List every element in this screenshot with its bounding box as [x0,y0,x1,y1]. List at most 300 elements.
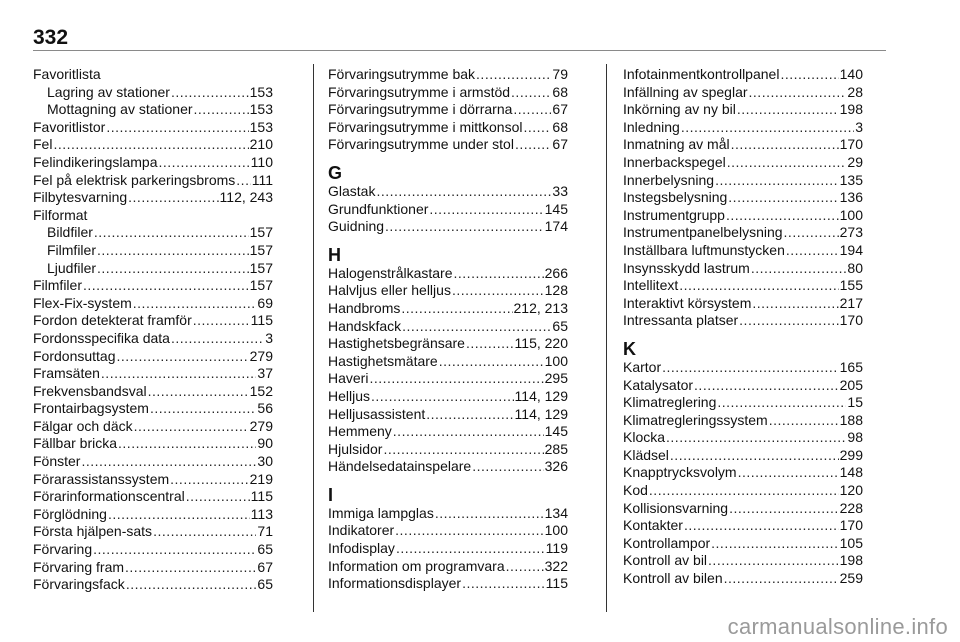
dot-leader [694,377,839,395]
dot-leader [726,207,839,225]
dot-leader [369,370,543,388]
index-entry [623,394,863,412]
index-letter-heading: I [328,484,334,505]
index-entry [623,312,863,330]
index-entry-page: 210 [249,136,273,153]
dot-leader [439,353,544,371]
index-entry-term: Hemmeny [328,423,392,440]
index-entry-page: 100 [544,352,568,369]
index-entry-page: 152 [249,382,273,399]
index-entry-page: 326 [544,458,568,475]
index-entry-page: 112, 243 [219,189,273,206]
dot-leader [454,265,544,283]
index-entry [623,277,863,295]
index-entry-term: Immiga lampglas [328,504,434,521]
dot-leader [727,154,847,172]
dot-leader [53,136,248,154]
index-subentry [33,101,273,119]
index-entry-page: 115, 220 [514,335,568,352]
index-letter-heading: H [328,244,341,265]
dot-leader [681,119,854,137]
index-entry-page: 170 [839,517,863,534]
index-entry-term: Helljusassistent [328,405,426,422]
index-entry-term: Felindikeringslampa [33,153,158,170]
dot-leader [426,406,513,424]
index-entry-page: 153 [249,83,273,100]
index-entry-page: 100 [544,522,568,539]
index-entry-page: 136 [839,189,863,206]
index-entry [328,423,568,441]
dot-leader [708,552,839,570]
index-entry [328,119,568,137]
index-entry-page: 3 [855,118,863,135]
index-entry [623,359,863,377]
index-entry-page: 65 [257,541,273,558]
index-entry-page: 266 [544,264,568,281]
index-entry-term: Halvljus eller helljus [328,282,451,299]
dot-leader [133,295,257,313]
dot-leader [666,429,846,447]
column-divider [606,64,607,612]
index-entry-term: Förvaringsutrymme under stol [328,136,514,153]
dot-leader [93,541,256,559]
index-entry [328,335,568,353]
index-entry-page: 65 [552,317,568,334]
index-entry [33,488,273,506]
index-entry-term: Handskfack [328,317,402,334]
dot-leader [684,517,839,535]
index-entry [328,318,568,336]
index-subentry [33,260,273,278]
index-entry [33,471,273,489]
index-entry-page: 33 [552,182,568,199]
index-entry-term: Förvaring fram [33,558,125,575]
index-entry-term: Kontroll av bilen [623,570,723,587]
index-entry-term: Kontrollampor [623,534,711,551]
index-entry [328,441,568,459]
index-entry-page: 68 [552,118,568,135]
index-entry [623,500,863,518]
index-entry-page: 145 [544,423,568,440]
dot-leader [108,506,250,524]
index-entry-page: 15 [847,394,863,411]
index-entry-page: 157 [249,259,273,276]
index-entry-term: Flex-Fix-system [33,294,132,311]
watermark: carmanualsonline.info [727,614,948,639]
index-entry [328,183,568,201]
index-entry [33,312,273,330]
dot-leader [376,183,551,201]
index-entry [328,353,568,371]
dot-leader [662,359,839,377]
dot-leader [193,312,250,330]
index-entry-page: 134 [544,504,568,521]
dot-leader [679,277,838,295]
index-entry [33,559,273,577]
index-entry [623,154,863,172]
index-entry-page: 157 [249,241,273,258]
index-subentry [33,242,273,260]
page-number: 332 [33,26,69,49]
dot-leader [83,277,249,295]
index-entry [33,119,273,137]
index-entry-term: Kontakter [623,517,683,534]
dot-leader [393,423,544,441]
dot-leader [148,383,249,401]
index-entry-term: Fällbar bricka [33,435,118,452]
index-entry [33,189,273,207]
index-entry [623,119,863,137]
index-entry-page: 279 [249,417,273,434]
index-entry [623,570,863,588]
index-entry-term: Intellitext [623,277,679,294]
index-entry-page: 79 [552,66,568,82]
index-entry [328,84,568,102]
index-entry-term: Förglödning [33,505,107,522]
index-entry-page: 198 [839,101,863,118]
index-entry-term: Filmfiler [33,277,82,294]
index-entry-page: 219 [249,470,273,487]
index-entry [623,260,863,278]
dot-leader [717,394,846,412]
dot-leader [159,154,250,172]
index-entry-page: 174 [544,218,568,235]
index-entry-heading: Favoritlista [33,66,101,82]
index-entry-term: Förvaringsutrymme i mittkonsol [328,118,523,135]
dot-leader [711,535,838,553]
index-entry-term: Hastighetsmätare [328,352,438,369]
index-entry-term: Lagring av stationer [47,83,170,100]
index-entry-page: 259 [839,570,863,587]
dot-leader [715,172,839,190]
index-entry [328,458,568,476]
index-entry-term: Förarassistanssystem [33,470,170,487]
index-entry [33,295,273,313]
dot-leader [171,84,249,102]
index-entry-page: 80 [847,259,863,276]
index-entry-term: Haveri [328,370,369,387]
index-entry-term: Förvaringsutrymme i dörrarna [328,101,513,118]
index-entry-term: Intressanta platser [623,312,739,329]
index-entry-page: 3 [265,329,273,346]
dot-leader [97,242,249,260]
index-entry-page: 285 [544,440,568,457]
dot-leader [515,136,551,154]
index-entry-term: Handbroms [328,299,401,316]
index-entry-term: Grundfunktioner [328,200,429,217]
index-entry-page: 28 [847,83,863,100]
index-entry-term: Innerbackspegel [623,153,726,170]
index-entry-page: 67 [552,101,568,118]
index-entry-term: Interaktivt körsystem [623,294,752,311]
index-entry-term: Insynsskydd lastrum [623,259,750,276]
index-letter-heading: K [623,338,636,359]
index-entry-page: 65 [257,576,273,593]
index-entry [328,101,568,119]
index-entry [623,84,863,102]
index-entry [33,365,273,383]
dot-leader [751,260,847,278]
index-entry [623,447,863,465]
index-entry-term: Guidning [328,218,385,235]
index-entry-page: 113 [250,505,273,522]
index-entry-page: 217 [839,294,863,311]
index-entry-term: Ljudfiler [47,259,97,276]
index-entry-page: 111 [251,171,273,188]
index-entry-term: Filmfiler [47,241,96,258]
index-entry-page: 105 [839,534,863,551]
index-entry [328,558,568,576]
index-entry [33,172,273,190]
index-entry [328,575,568,593]
index-entry-term: Hjulsidor [328,440,383,457]
dot-leader [728,189,838,207]
dot-leader [396,540,545,558]
index-entry [328,136,568,154]
index-entry-page: 37 [257,365,273,382]
index-entry [33,435,273,453]
index-entry-page: 67 [552,136,568,153]
dot-leader [786,242,839,260]
index-entry [623,242,863,260]
dot-leader [97,260,249,278]
index-entry-term: Glastak [328,182,376,199]
index-entry-page: 114, 129 [514,387,568,404]
index-entry [33,576,273,594]
dot-leader [752,295,838,313]
index-entry-term: Kontroll av bil [623,552,708,569]
dot-leader [731,136,839,154]
dot-leader [153,523,256,541]
index-entry-page: 170 [839,136,863,153]
index-entry [33,418,273,436]
index-entry-page: 128 [544,282,568,299]
index-entry [33,154,273,172]
dot-leader [170,471,248,489]
index-entry-term: Information om programvara [328,557,505,574]
dot-leader [452,282,544,300]
index-entry-heading: Filformat [33,206,88,223]
index-entry [623,429,863,447]
dot-leader [472,458,543,476]
dot-leader [126,576,257,594]
index-entry [328,218,568,236]
index-entry-page: 273 [839,224,863,241]
dot-leader [101,365,257,383]
index-entry [623,517,863,535]
dot-leader [194,101,249,119]
index-entry-term: Innerbelysning [623,171,715,188]
index-entry-term: Instrumentgrupp [623,206,725,223]
index-entry-term: Kod [623,482,648,499]
index-entry-term: Klocka [623,429,666,446]
index-entry [623,535,863,553]
index-entry-page: 205 [839,376,863,393]
dot-leader [383,441,543,459]
index-entry [623,207,863,225]
index-entry [328,265,568,283]
index-entry-term: Infällning av speglar [623,83,748,100]
dot-leader [150,400,256,418]
index-entry [328,201,568,219]
dot-leader [769,412,839,430]
index-entry-page: 228 [839,499,863,516]
index-entry-page: 68 [552,83,568,100]
index-entry-term: Fordonsspecifika data [33,329,170,346]
index-entry-page: 115 [545,575,568,592]
index-entry-page: 157 [249,224,273,241]
index-entry-page: 165 [839,358,863,375]
index-entry [623,66,863,84]
index-entry-term: Frontairbagsystem [33,400,149,417]
dot-leader [524,119,552,137]
index-entry [328,300,568,318]
index-entry-page: 153 [249,101,273,118]
dot-leader [506,558,544,576]
index-entry-page: 198 [839,552,863,569]
dot-leader [128,189,218,207]
index-entry-page: 56 [257,400,273,417]
dot-leader [171,330,264,348]
index-entry [623,172,863,190]
dot-leader [125,559,256,577]
index-entry [623,101,863,119]
index-entry [33,330,273,348]
index-entry-page: 115 [250,312,273,329]
index-entry [328,522,568,540]
index-entry-term: Förvaringsutrymme bak [328,66,476,82]
index-entry-page: 322 [544,557,568,574]
index-entry [623,295,863,313]
index-entry-term: Förvaring [33,541,93,558]
dot-leader [738,464,839,482]
dot-leader [435,505,544,523]
dot-leader [749,84,847,102]
index-entry-page: 279 [249,347,273,364]
index-entry [623,552,863,570]
dot-leader [729,500,839,518]
index-entry-page: 135 [839,171,863,188]
dot-leader [94,224,249,242]
index-entry [623,464,863,482]
index-entry-term: Händelsedatainspelare [328,458,472,475]
index-entry-page: 295 [544,370,568,387]
index-entry-page: 153 [249,118,273,135]
index-letter-heading: G [328,162,343,183]
index-entry-page: 110 [250,153,273,170]
index-entry-term: Framsäten [33,365,100,382]
index-entry-page: 299 [839,446,863,463]
index-entry-term: Inkörning av ny bil [623,101,736,118]
index-entry-page: 115 [250,488,273,505]
index-column-1 [33,66,273,594]
index-entry-page: 170 [839,312,863,329]
index-column-2 [328,66,568,593]
index-entry-term: Katalysator [623,376,694,393]
index-entry-page: 119 [545,540,568,557]
index-entry-page: 157 [249,277,273,294]
dot-leader [724,570,839,588]
dot-leader [737,101,839,119]
index-entry-term: Helljus [328,387,371,404]
index-entry-term: Fordon detekterat framför [33,312,192,329]
dot-leader [466,335,514,353]
index-subentry [33,84,273,102]
index-entry-page: 212, 213 [513,299,568,316]
index-entry [33,523,273,541]
index-entry-page: 69 [257,294,273,311]
index-entry [328,406,568,424]
index-subentry [33,224,273,242]
index-entry-term: Informationsdisplayer [328,575,462,592]
index-entry-term: Första hjälpen-sats [33,523,153,540]
index-entry-term: Filbytesvarning [33,189,128,206]
dot-leader [371,388,514,406]
index-entry-term: Halogenstrålkastare [328,264,453,281]
dot-leader [81,453,256,471]
index-entry-page: 30 [257,453,273,470]
index-entry-term: Hastighetsbegränsare [328,335,465,352]
dot-leader [784,224,839,242]
index-entry [328,370,568,388]
column-divider [313,64,314,612]
index-entry-term: Inledning [623,118,680,135]
index-entry-page: 29 [847,153,863,170]
index-entry-term: Fönster [33,453,81,470]
index-entry-term: Kollisionsvarning [623,499,729,516]
index-entry [623,189,863,207]
index-entry-page: 194 [839,241,863,258]
index-entry-term: Klimatreglering [623,394,717,411]
index-entry [328,282,568,300]
index-entry-page: 120 [839,482,863,499]
index-entry [33,348,273,366]
index-entry [33,453,273,471]
index-entry [623,482,863,500]
dot-leader [513,101,551,119]
index-entry-term: Fel [33,136,53,153]
header-rule [33,50,886,51]
dot-leader [395,522,543,540]
index-entry-term: Knapptrycksvolym [623,464,737,481]
dot-leader [385,218,544,236]
index-entry [623,224,863,242]
index-entry [328,505,568,523]
index-entry-term: Fel på elektrisk parkeringsbroms [33,171,236,188]
index-entry [33,400,273,418]
index-entry [623,136,863,154]
index-entry-term: Infotainmentkontrollpanel [623,66,780,82]
index-entry-page: 188 [839,411,863,428]
index-entry-term: Frekvensbandsval [33,382,147,399]
index-entry-term: Kartor [623,358,662,375]
index-entry-term: Fälgar och däck [33,417,133,434]
dot-leader [476,66,551,84]
dot-leader [739,312,838,330]
index-entry-term: Instrumentpanelbelysning [623,224,783,241]
dot-leader [402,318,551,336]
index-entry-term: Indikatorer [328,522,395,539]
index-entry-page: 100 [839,206,863,223]
index-entry-page: 155 [839,277,863,294]
index-entry [33,277,273,295]
dot-leader [780,66,838,84]
dot-leader [118,435,256,453]
dot-leader [429,201,543,219]
dot-leader [236,172,250,190]
index-entry-term: Förvaringsutrymme i armstöd [328,83,511,100]
index-entry-term: Inställbara luftmunstycken [623,241,785,258]
